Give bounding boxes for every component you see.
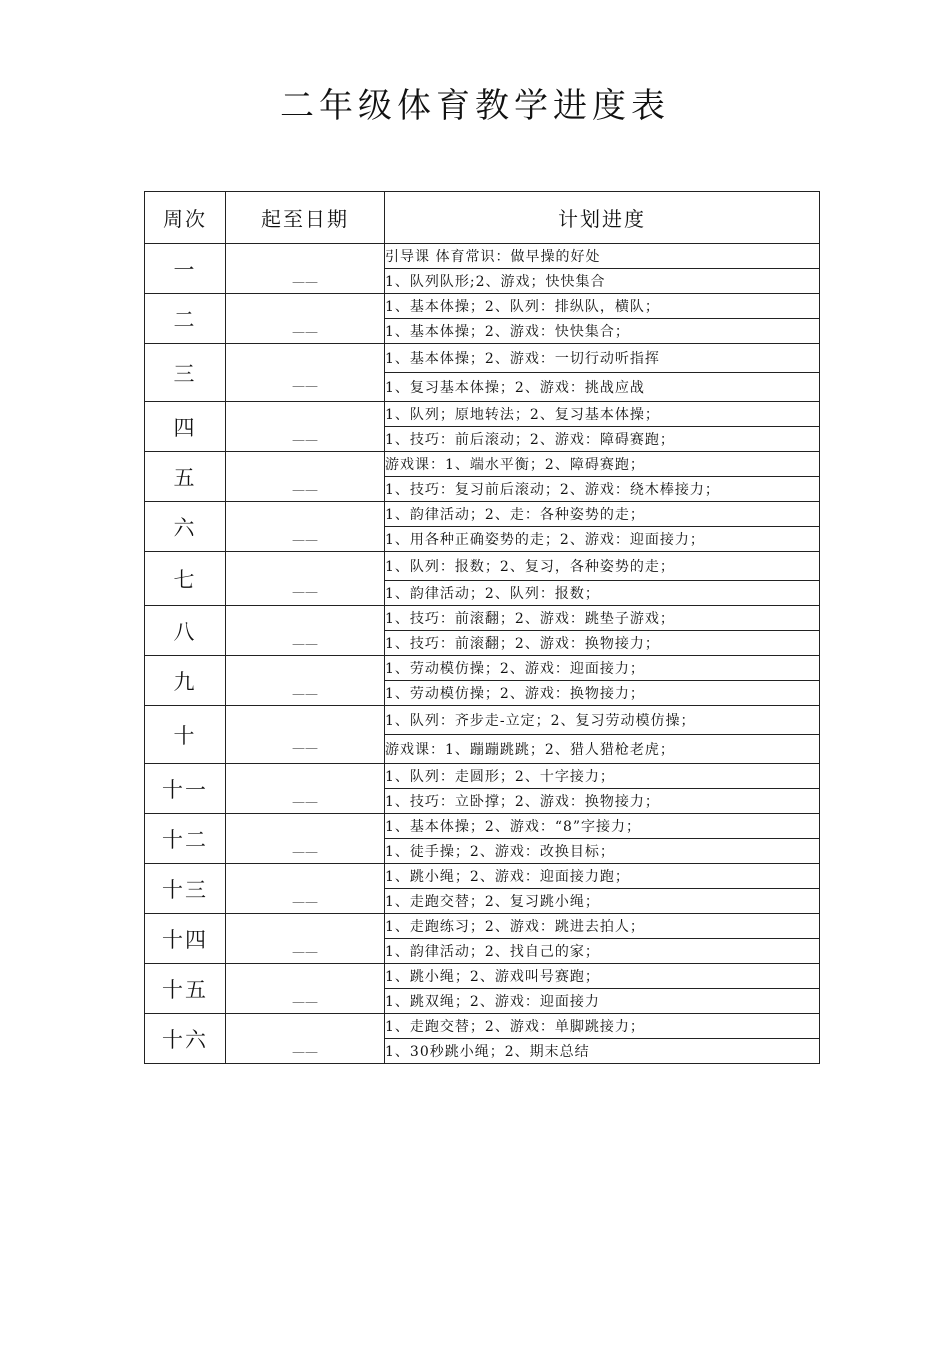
date-cell xyxy=(226,764,385,814)
table-row xyxy=(145,1014,820,1039)
date-cell xyxy=(226,502,385,552)
plan-cell: 1、基本体操；2、游戏：“8”字接力； xyxy=(385,814,820,839)
date-range-dash: —— xyxy=(292,379,318,394)
plan-cell: 1、技巧：前后滚动；2、游戏：障碍赛跑； xyxy=(385,427,820,452)
date-range-dash: —— xyxy=(292,325,318,340)
date-cell xyxy=(226,552,385,606)
header-date: 起至日期 xyxy=(226,192,385,244)
date-cell xyxy=(226,244,385,294)
date-cell xyxy=(226,864,385,914)
date-range-dash: —— xyxy=(292,845,318,860)
plan-cell: 1、劳动模仿操；2、游戏：迎面接力； xyxy=(385,656,820,681)
table-row xyxy=(145,656,820,681)
header-week: 周次 xyxy=(145,192,226,244)
date-range-dash: —— xyxy=(292,741,318,756)
plan-cell: 1、劳动模仿操；2、游戏：换物接力； xyxy=(385,681,820,706)
table-row xyxy=(145,502,820,527)
table-row xyxy=(145,552,820,581)
table-row xyxy=(145,294,820,319)
table-row xyxy=(145,814,820,839)
date-cell xyxy=(226,606,385,656)
week-cell: 十五 xyxy=(145,964,226,1014)
date-cell xyxy=(226,814,385,864)
plan-cell: 1、跳小绳；2、游戏叫号赛跑； xyxy=(385,964,820,989)
date-cell xyxy=(226,402,385,452)
plan-cell: 1、走跑练习；2、游戏：跳进去拍人； xyxy=(385,914,820,939)
date-range-dash: —— xyxy=(292,945,318,960)
date-cell xyxy=(226,656,385,706)
date-range-dash: —— xyxy=(292,433,318,448)
date-range-dash: —— xyxy=(292,585,318,600)
week-cell: 十 xyxy=(145,706,226,764)
plan-cell: 引导课 体育常识：做早操的好处 xyxy=(385,244,820,269)
table-row xyxy=(145,606,820,631)
plan-cell: 1、徒手操；2、游戏：改换目标； xyxy=(385,839,820,864)
table-header-row xyxy=(145,192,820,244)
week-cell: 三 xyxy=(145,344,226,402)
plan-cell: 1、韵律活动；2、走：各种姿势的走； xyxy=(385,502,820,527)
date-range-dash: —— xyxy=(292,637,318,652)
plan-cell: 1、跳小绳；2、游戏：迎面接力跑； xyxy=(385,864,820,889)
table-row xyxy=(145,914,820,939)
plan-cell: 1、队列：齐步走-立定；2、复习劳动模仿操； xyxy=(385,706,820,735)
date-cell xyxy=(226,294,385,344)
plan-cell: 1、技巧：复习前后滚动；2、游戏：绕木棒接力； xyxy=(385,477,820,502)
plan-cell: 1、走跑交替；2、复习跳小绳； xyxy=(385,889,820,914)
plan-cell: 1、跳双绳；2、游戏：迎面接力 xyxy=(385,989,820,1014)
plan-cell: 1、基本体操；2、队列：排纵队，横队； xyxy=(385,294,820,319)
date-range-dash: —— xyxy=(292,1045,318,1060)
table-row xyxy=(145,452,820,477)
plan-cell: 1、基本体操；2、游戏：快快集合； xyxy=(385,319,820,344)
week-cell: 十一 xyxy=(145,764,226,814)
week-cell: 二 xyxy=(145,294,226,344)
table-row xyxy=(145,344,820,373)
page-title: 二年级体育教学进度表 xyxy=(280,86,670,126)
date-cell xyxy=(226,1014,385,1064)
week-cell: 五 xyxy=(145,452,226,502)
plan-cell: 1、用各种正确姿势的走；2、游戏：迎面接力； xyxy=(385,527,820,552)
week-cell: 七 xyxy=(145,552,226,606)
week-cell: 九 xyxy=(145,656,226,706)
plan-cell: 1、韵律活动；2、找自己的家； xyxy=(385,939,820,964)
date-cell xyxy=(226,344,385,402)
date-range-dash: —— xyxy=(292,533,318,548)
week-cell: 四 xyxy=(145,402,226,452)
date-range-dash: —— xyxy=(292,275,318,290)
date-cell xyxy=(226,964,385,1014)
plan-cell: 1、走跑交替；2、游戏：单脚跳接力； xyxy=(385,1014,820,1039)
week-cell: 十三 xyxy=(145,864,226,914)
date-range-dash: —— xyxy=(292,483,318,498)
plan-cell: 1、队列：报数；2、复习，各种姿势的走； xyxy=(385,552,820,581)
plan-cell: 游戏课：1、端水平衡；2、障碍赛跑； xyxy=(385,452,820,477)
date-cell xyxy=(226,914,385,964)
week-cell: 十四 xyxy=(145,914,226,964)
date-range-dash: —— xyxy=(292,795,318,810)
plan-cell: 1、韵律活动；2、队列：报数； xyxy=(385,581,820,606)
table-row xyxy=(145,706,820,735)
table-body xyxy=(145,244,820,1064)
plan-cell: 1、复习基本体操；2、游戏：挑战应战 xyxy=(385,373,820,402)
plan-cell: 1、队列队形;2、游戏；快快集合 xyxy=(385,269,820,294)
table-row xyxy=(145,864,820,889)
plan-cell: 游戏课：1、蹦蹦跳跳；2、猎人猎枪老虎； xyxy=(385,735,820,764)
week-cell: 八 xyxy=(145,606,226,656)
header-plan: 计划进度 xyxy=(385,192,820,244)
plan-cell: 1、基本体操；2、游戏：一切行动听指挥 xyxy=(385,344,820,373)
date-range-dash: —— xyxy=(292,687,318,702)
week-cell: 六 xyxy=(145,502,226,552)
table-row xyxy=(145,764,820,789)
week-cell: 一 xyxy=(145,244,226,294)
date-range-dash: —— xyxy=(292,995,318,1010)
date-cell xyxy=(226,452,385,502)
table-row xyxy=(145,244,820,269)
plan-cell: 1、技巧：立卧撑；2、游戏：换物接力； xyxy=(385,789,820,814)
plan-cell: 1、队列；原地转法；2、复习基本体操； xyxy=(385,402,820,427)
plan-cell: 1、队列：走圆形；2、十字接力； xyxy=(385,764,820,789)
plan-cell: 1、技巧：前滚翻；2、游戏：换物接力； xyxy=(385,631,820,656)
table-row xyxy=(145,402,820,427)
date-range-dash: —— xyxy=(292,895,318,910)
week-cell: 十六 xyxy=(145,1014,226,1064)
table-row xyxy=(145,964,820,989)
date-cell xyxy=(226,706,385,764)
plan-cell: 1、30秒跳小绳；2、期末总结 xyxy=(385,1039,820,1064)
week-cell: 十二 xyxy=(145,814,226,864)
schedule-table xyxy=(144,191,820,1064)
plan-cell: 1、技巧：前滚翻；2、游戏：跳垫子游戏； xyxy=(385,606,820,631)
